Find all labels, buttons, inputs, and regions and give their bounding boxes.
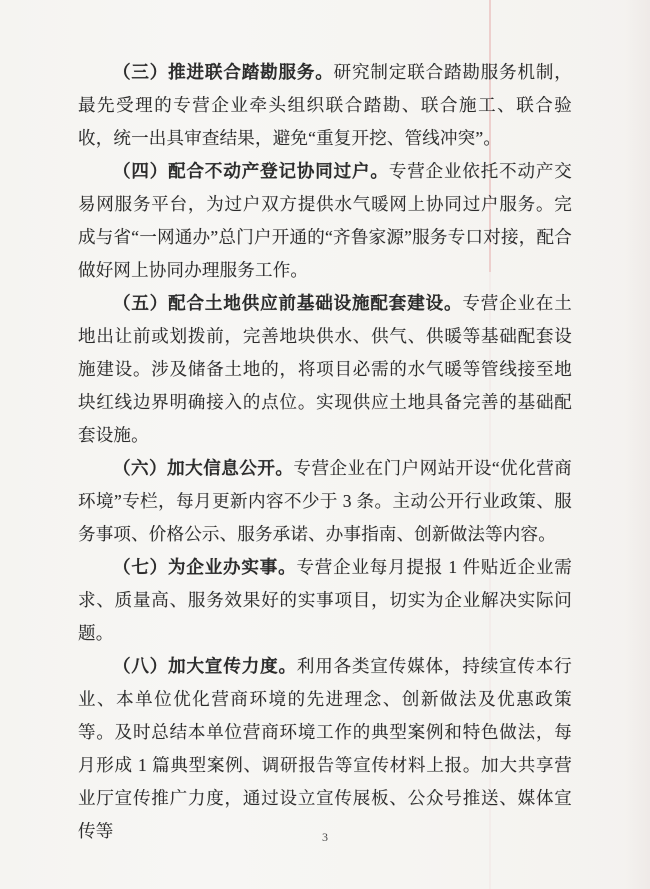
scan-edge-shade xyxy=(624,0,650,889)
paragraph-lead: （五）配合土地供应前基础设施配套建设。 xyxy=(113,293,463,313)
paragraph-text: 专营企业每月提报 1 件贴近企业需求、质量高、服务效果好的实事项目，切实为企业解决实际问题。 xyxy=(78,557,572,643)
paragraph-text: 专营企业在土地出让前或划拨前，完善地块供水、供气、供暖等基础配套设施建设。涉及储备土地的，将项目必需的水气暖等管线接至地块红线边界明确接入的点位。实现供应土地具备完善的基础配套设施。 xyxy=(78,293,572,445)
paragraph-lead: （六）加大信息公开。 xyxy=(113,458,294,478)
paragraph-text: 利用各类宣传媒体，持续宣传本行业、本单位优化营商环境的先进理念、创新做法及优惠政策等。及时总结本单位营商环境工作的典型案例和特色做法，每月形成 1 篇典型案例、调研报告等宣传材料上报。加大共享营业厅宣传推广力度，通过设立宣传展板、公众号推送、媒体宣传等 xyxy=(78,656,572,841)
paragraph-lead: （七）为企业办实事。 xyxy=(113,557,297,577)
paragraph xyxy=(78,650,572,848)
document-body xyxy=(78,56,572,848)
paragraph xyxy=(78,551,572,650)
paragraph-lead: （八）加大宣传力度。 xyxy=(113,656,297,676)
paragraph-text: 研究制定联合踏勘服务机制，最先受理的专营企业牵头组织联合踏勘、联合施工、联合验收，统一出具审查结果，避免“重复开挖、管线冲突”。 xyxy=(78,62,572,148)
paragraph-lead: （三）推进联合踏勘服务。 xyxy=(113,62,334,82)
page-number: 3 xyxy=(322,830,328,844)
paragraph-text: 专营企业依托不动产交易网服务平台，为过户双方提供水气暖网上协同过户服务。完成与省“一网通办”总门户开通的“齐鲁家源”服务专口对接，配合做好网上协同办理服务工作。 xyxy=(78,161,572,280)
paragraph xyxy=(78,155,572,287)
paragraph xyxy=(78,56,572,155)
paragraph-lead: （四）配合不动产登记协同过户。 xyxy=(113,161,389,181)
paragraph xyxy=(78,452,572,551)
paragraph xyxy=(78,287,572,452)
paragraph-text: 专营企业在门户网站开设“优化营商环境”专栏，每月更新内容不少于 3 条。主动公开行业政策、服务事项、价格公示、服务承诺、办事指南、创新做法等内容。 xyxy=(78,458,573,544)
